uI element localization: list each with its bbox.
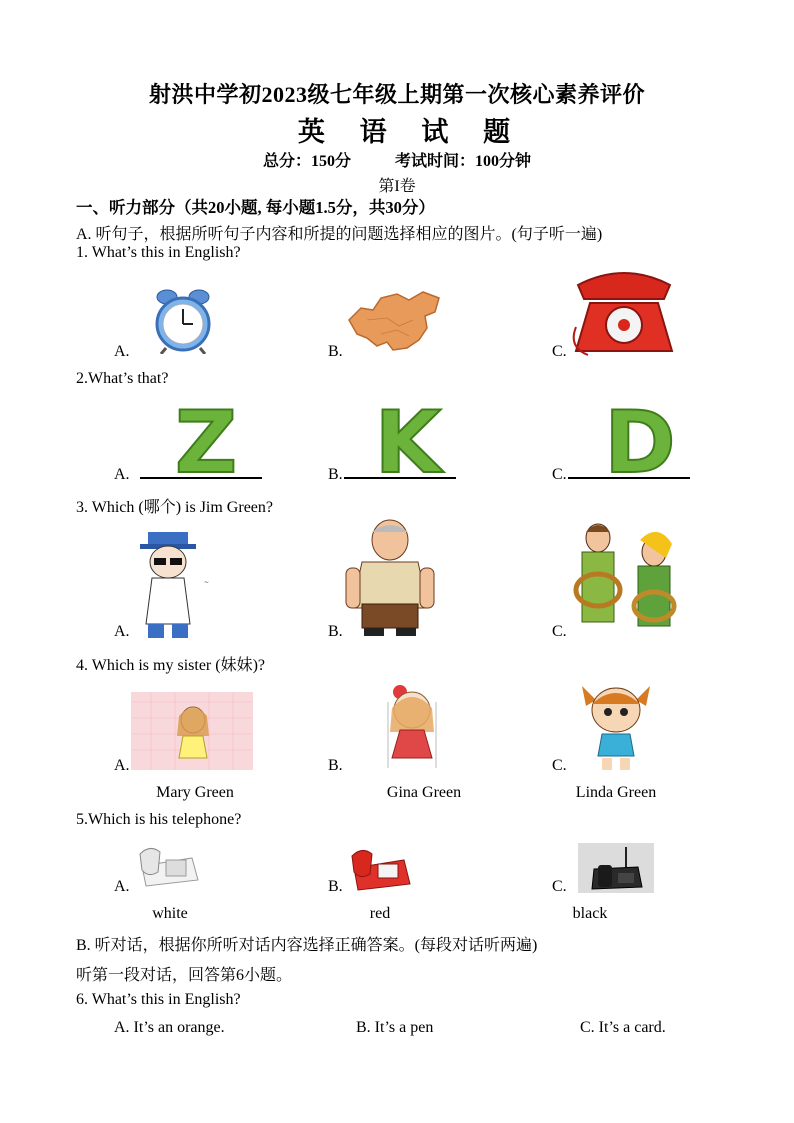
letter-d: D <box>604 398 676 480</box>
question-6: 6. What’s this in English? <box>76 991 241 1008</box>
q4-option-c[interactable]: C. <box>552 757 567 774</box>
part-b-instruction: B. 听对话，根据你所听对话内容选择正确答案。(每段对话听两遍) <box>76 937 538 954</box>
letter-d-image <box>568 398 690 480</box>
china-map-icon <box>347 290 443 354</box>
q4-caption-a: Mary Green <box>156 784 234 801</box>
question-1: 1. What’s this in English? <box>76 244 241 261</box>
q5-caption-a: white <box>152 905 188 922</box>
q4-option-b[interactable]: B. <box>328 757 343 774</box>
q3-option-a[interactable]: A. <box>114 623 130 640</box>
question-2: 2.What’s that? <box>76 370 169 387</box>
dialog-1-instruction: 听第一段对话，回答第6小题。 <box>76 967 293 984</box>
girl-swing-icon <box>380 682 444 772</box>
q4-caption-b: Gina Green <box>386 784 462 801</box>
q1-option-c[interactable]: C. <box>552 343 567 360</box>
girl-pigtails-icon <box>576 676 656 772</box>
letter-z: Z <box>174 398 238 480</box>
boy-figure-icon <box>134 528 230 638</box>
question-5: 5.Which is his telephone? <box>76 811 242 828</box>
svg-text:~: ~ <box>204 579 210 586</box>
question-3: 3. Which (哪个) is Jim Green? <box>76 499 273 516</box>
q2-option-a[interactable]: A. <box>114 466 130 483</box>
q5-caption-c: black <box>572 905 608 922</box>
q5-option-c[interactable]: C. <box>552 878 567 895</box>
q2-option-b[interactable]: B. <box>328 466 343 483</box>
white-phone-icon <box>138 842 200 888</box>
question-4: 4. Which is my sister (妹妹)? <box>76 657 266 674</box>
old-man-icon <box>342 518 438 636</box>
subject-title: 英 语 试 题 <box>297 117 525 147</box>
letter-k: K <box>374 398 442 480</box>
q3-option-c[interactable]: C. <box>552 623 567 640</box>
alarm-clock-icon <box>154 288 212 354</box>
q1-option-b[interactable]: B. <box>328 343 343 360</box>
part-a-instruction: A. 听句子，根据所听句子内容和所提的问题选择相应的图片。(句子听一遍) <box>76 226 603 243</box>
girl-pink-icon <box>131 692 253 770</box>
total-score: 总分：150分 <box>262 153 351 170</box>
driving-couple-icon <box>568 518 688 638</box>
volume-label: 第I卷 <box>378 178 416 195</box>
q4-option-a[interactable]: A. <box>114 757 130 774</box>
letter-z-image <box>140 398 262 480</box>
q5-caption-b: red <box>369 905 391 922</box>
black-phone-icon <box>578 843 654 893</box>
q4-caption-c: Linda Green <box>575 784 657 801</box>
q3-option-b[interactable]: B. <box>328 623 343 640</box>
q2-option-c[interactable]: C. <box>552 466 567 483</box>
q6-option-c[interactable]: C. It’s a card. <box>580 1019 666 1036</box>
q5-option-a[interactable]: A. <box>114 878 130 895</box>
q1-option-a[interactable]: A. <box>114 343 130 360</box>
letter-k-image <box>344 398 456 480</box>
rotary-phone-icon <box>568 267 680 357</box>
red-phone-icon <box>350 846 412 892</box>
school-title: 射洪中学初2023级七年级上期第一次核心素养评价 <box>148 82 645 107</box>
exam-time: 考试时间：100分钟 <box>395 153 532 170</box>
q5-option-b[interactable]: B. <box>328 878 343 895</box>
section-heading: 一、听力部分（共20小题, 每小题1.5分，共30分） <box>76 198 435 217</box>
q6-option-b[interactable]: B. It’s a pen <box>356 1019 434 1036</box>
exam-info <box>0 148 794 171</box>
q6-option-a[interactable]: A. It’s an orange. <box>114 1019 225 1036</box>
